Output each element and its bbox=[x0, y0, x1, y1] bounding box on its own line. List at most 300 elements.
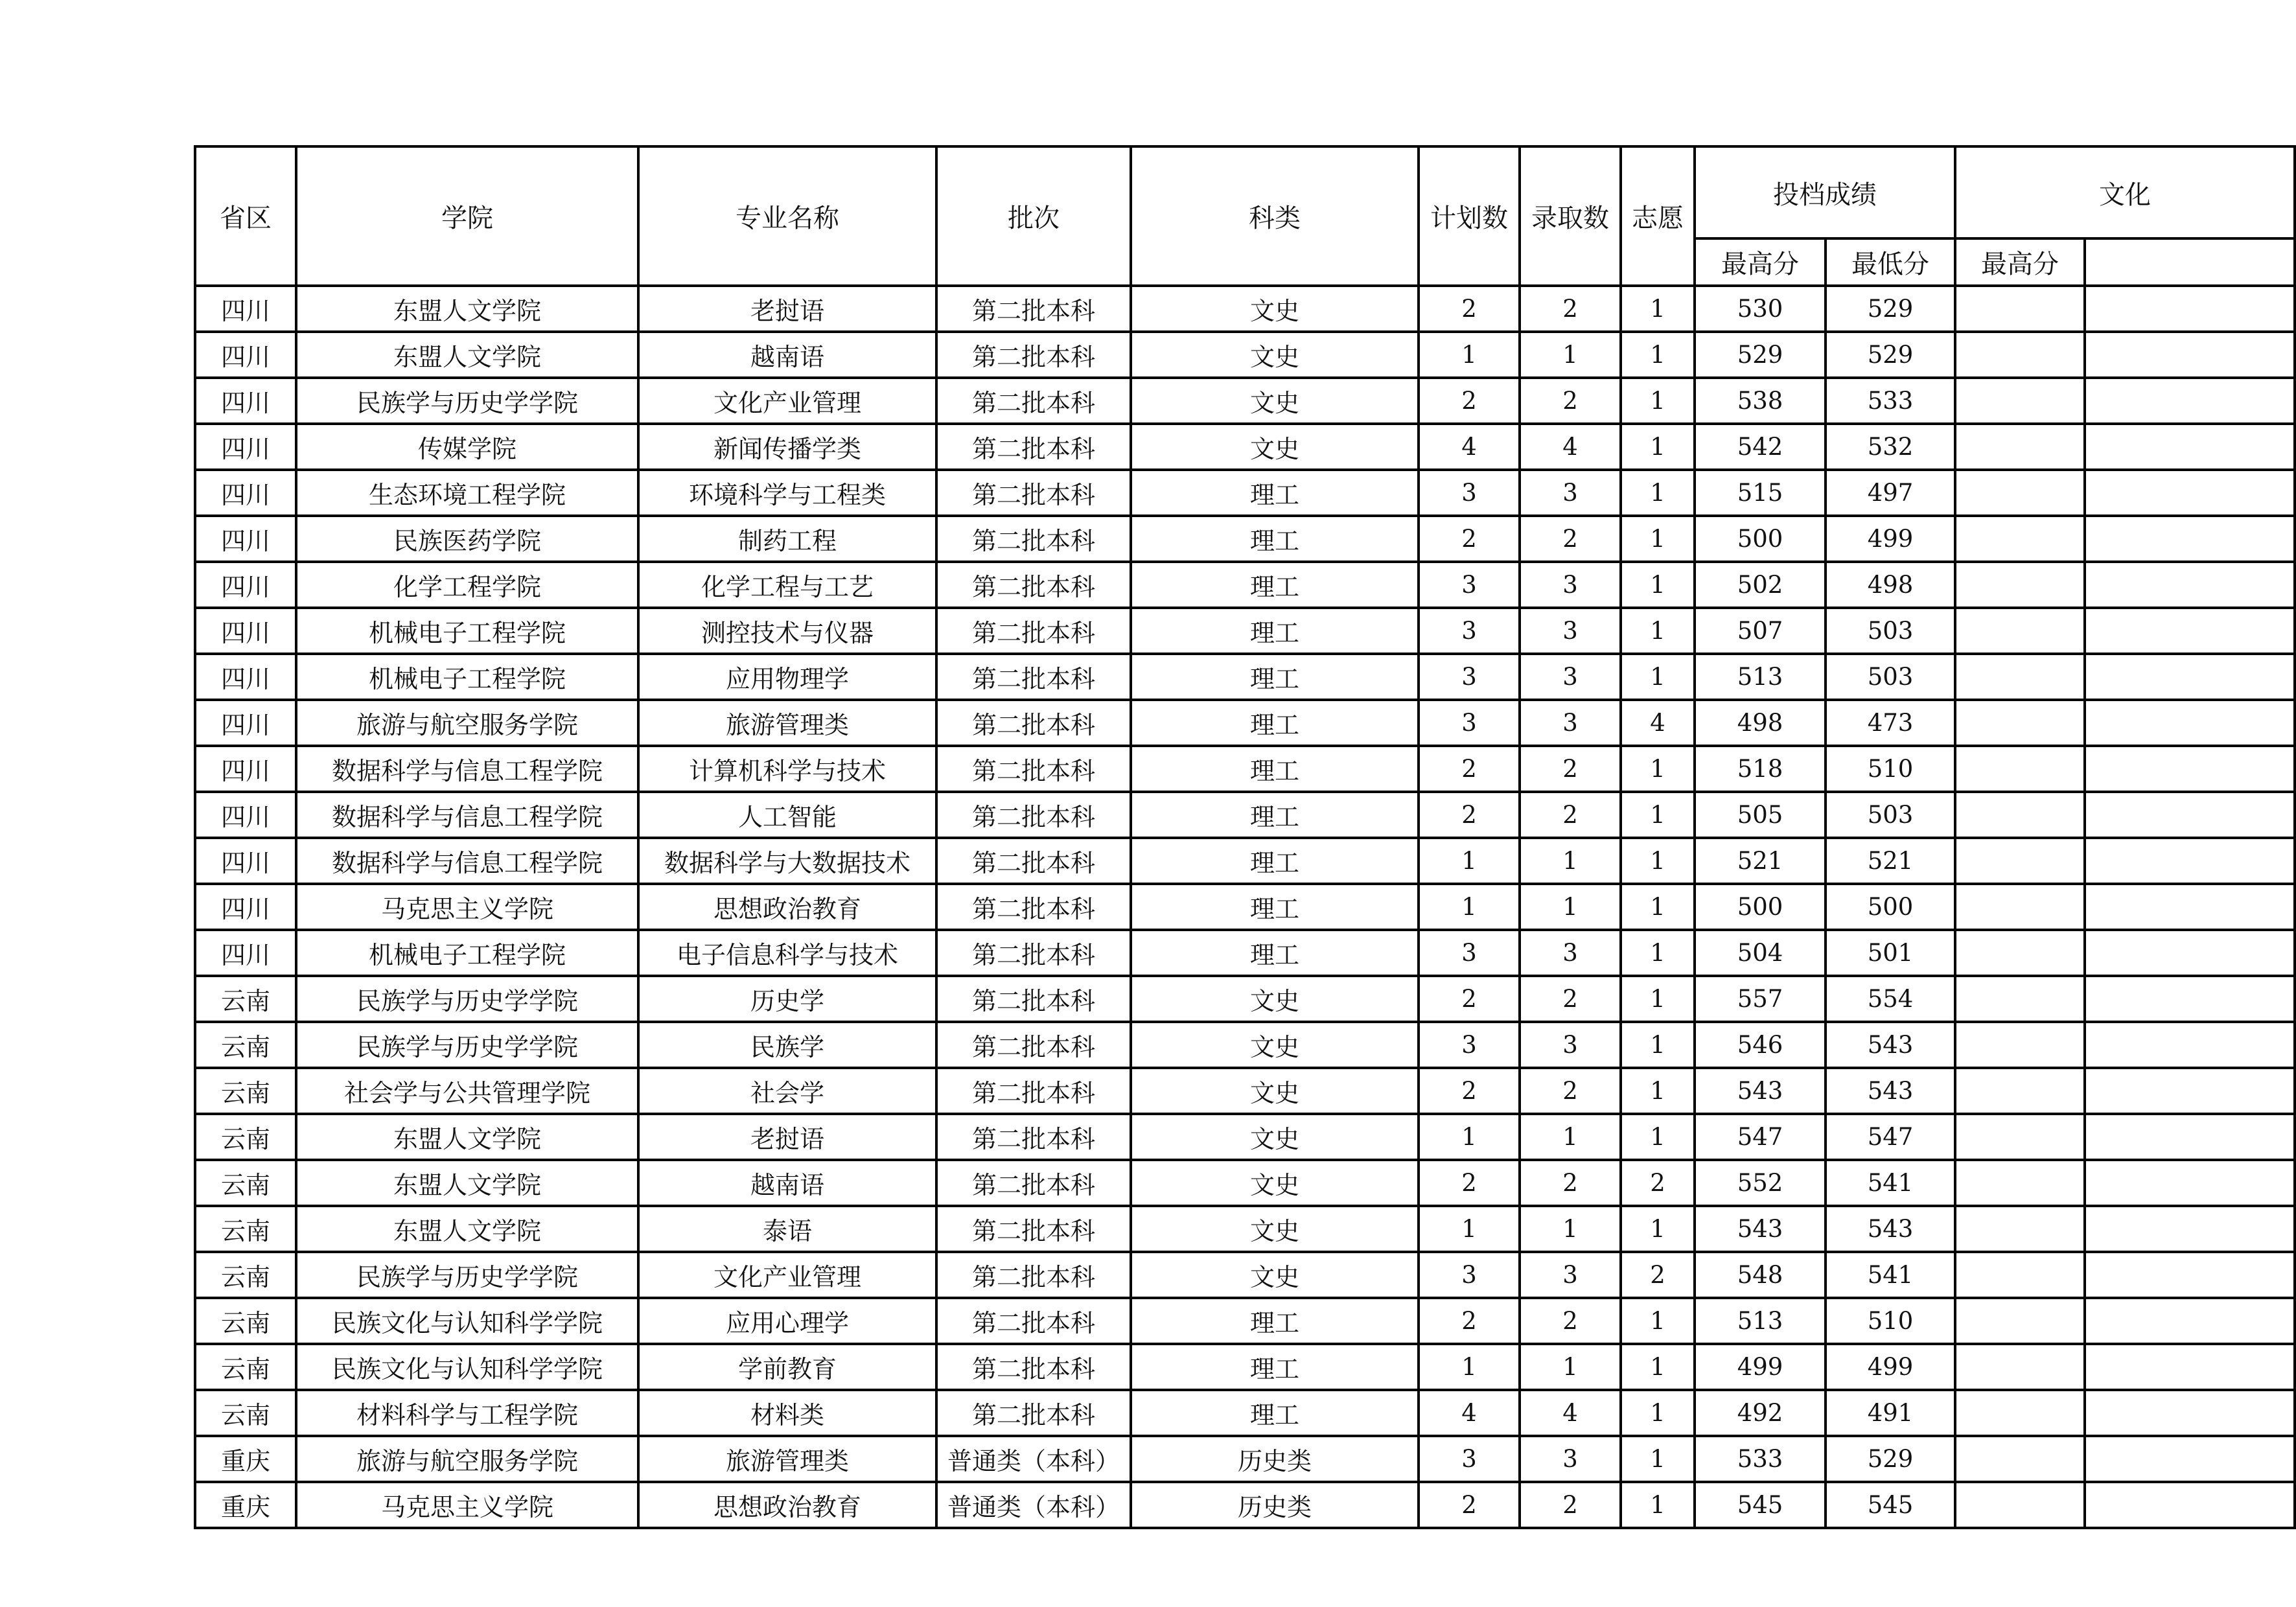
cell-filing-min: 529 bbox=[1826, 332, 1955, 378]
cell-plan: 1 bbox=[1419, 332, 1520, 378]
cell-major: 历史学 bbox=[638, 976, 936, 1022]
cell-batch: 第二批本科 bbox=[936, 1206, 1131, 1252]
cell-category: 理工 bbox=[1131, 792, 1419, 838]
cell-batch: 第二批本科 bbox=[936, 516, 1131, 562]
cell-filing-max: 538 bbox=[1695, 378, 1826, 424]
cell-filing-min: 529 bbox=[1826, 1436, 1955, 1482]
cell-choice: 1 bbox=[1621, 1022, 1695, 1068]
cell-filing-max: 557 bbox=[1695, 976, 1826, 1022]
cell-filing-max: 543 bbox=[1695, 1068, 1826, 1114]
cell-filing-min: 521 bbox=[1826, 838, 1955, 884]
cell-batch: 第二批本科 bbox=[936, 1022, 1131, 1068]
table-row bbox=[195, 1160, 2295, 1206]
cell-culture-max bbox=[1955, 1252, 2085, 1298]
cell-culture-min bbox=[2085, 1390, 2295, 1436]
cell-plan: 1 bbox=[1419, 1344, 1520, 1390]
cell-choice: 1 bbox=[1621, 976, 1695, 1022]
cell-choice: 1 bbox=[1621, 562, 1695, 608]
cell-choice: 1 bbox=[1621, 1114, 1695, 1160]
table-viewport bbox=[194, 145, 2151, 1525]
cell-batch: 第二批本科 bbox=[936, 1114, 1131, 1160]
cell-province: 四川 bbox=[195, 608, 296, 654]
cell-major: 学前教育 bbox=[638, 1344, 936, 1390]
cell-filing-max: 502 bbox=[1695, 562, 1826, 608]
table-row bbox=[195, 562, 2295, 608]
cell-major: 旅游管理类 bbox=[638, 700, 936, 746]
cell-admitted: 3 bbox=[1520, 1252, 1621, 1298]
cell-plan: 3 bbox=[1419, 1436, 1520, 1482]
cell-filing-max: 547 bbox=[1695, 1114, 1826, 1160]
cell-choice: 1 bbox=[1621, 1482, 1695, 1528]
cell-filing-min: 554 bbox=[1826, 976, 1955, 1022]
cell-major: 越南语 bbox=[638, 1160, 936, 1206]
cell-admitted: 3 bbox=[1520, 1022, 1621, 1068]
cell-choice: 1 bbox=[1621, 792, 1695, 838]
cell-batch: 第二批本科 bbox=[936, 700, 1131, 746]
cell-culture-min bbox=[2085, 746, 2295, 792]
cell-filing-min: 491 bbox=[1826, 1390, 1955, 1436]
cell-filing-max: 518 bbox=[1695, 746, 1826, 792]
cell-choice: 1 bbox=[1621, 884, 1695, 930]
table-row bbox=[195, 930, 2295, 976]
cell-culture-max bbox=[1955, 1160, 2085, 1206]
table-row bbox=[195, 792, 2295, 838]
cell-filing-max: 515 bbox=[1695, 470, 1826, 516]
header-culture-score: 文化 bbox=[1955, 146, 2295, 238]
cell-filing-min: 500 bbox=[1826, 884, 1955, 930]
cell-batch: 第二批本科 bbox=[936, 976, 1131, 1022]
cell-major: 民族学 bbox=[638, 1022, 936, 1068]
cell-province: 四川 bbox=[195, 332, 296, 378]
cell-batch: 第二批本科 bbox=[936, 838, 1131, 884]
table-row bbox=[195, 1252, 2295, 1298]
cell-college: 马克思主义学院 bbox=[296, 1482, 638, 1528]
table-body bbox=[195, 286, 2295, 1528]
header-admitted: 录取数 bbox=[1520, 146, 1621, 286]
cell-batch: 第二批本科 bbox=[936, 378, 1131, 424]
cell-culture-max bbox=[1955, 1482, 2085, 1528]
header-filing-min: 最低分 bbox=[1826, 238, 1955, 286]
cell-admitted: 3 bbox=[1520, 930, 1621, 976]
cell-major: 思想政治教育 bbox=[638, 884, 936, 930]
cell-choice: 1 bbox=[1621, 1344, 1695, 1390]
cell-province: 重庆 bbox=[195, 1482, 296, 1528]
cell-major: 应用心理学 bbox=[638, 1298, 936, 1344]
cell-choice: 1 bbox=[1621, 286, 1695, 332]
cell-culture-min bbox=[2085, 884, 2295, 930]
cell-category: 文史 bbox=[1131, 424, 1419, 470]
cell-plan: 3 bbox=[1419, 1022, 1520, 1068]
cell-batch: 第二批本科 bbox=[936, 332, 1131, 378]
table-row bbox=[195, 286, 2295, 332]
cell-province: 四川 bbox=[195, 424, 296, 470]
cell-category: 理工 bbox=[1131, 1298, 1419, 1344]
cell-plan: 2 bbox=[1419, 1298, 1520, 1344]
cell-college: 传媒学院 bbox=[296, 424, 638, 470]
cell-culture-min bbox=[2085, 1160, 2295, 1206]
cell-province: 重庆 bbox=[195, 1436, 296, 1482]
cell-choice: 1 bbox=[1621, 654, 1695, 700]
cell-college: 旅游与航空服务学院 bbox=[296, 1436, 638, 1482]
cell-college: 生态环境工程学院 bbox=[296, 470, 638, 516]
cell-admitted: 2 bbox=[1520, 746, 1621, 792]
header-province: 省区 bbox=[195, 146, 296, 286]
cell-filing-max: 530 bbox=[1695, 286, 1826, 332]
cell-batch: 第二批本科 bbox=[936, 424, 1131, 470]
cell-culture-max bbox=[1955, 286, 2085, 332]
cell-province: 四川 bbox=[195, 700, 296, 746]
table-row bbox=[195, 1298, 2295, 1344]
header-culture-min bbox=[2085, 238, 2295, 286]
cell-college: 东盟人文学院 bbox=[296, 332, 638, 378]
cell-filing-min: 503 bbox=[1826, 792, 1955, 838]
cell-plan: 2 bbox=[1419, 1482, 1520, 1528]
cell-choice: 1 bbox=[1621, 424, 1695, 470]
cell-admitted: 2 bbox=[1520, 1068, 1621, 1114]
cell-college: 数据科学与信息工程学院 bbox=[296, 838, 638, 884]
cell-admitted: 2 bbox=[1520, 516, 1621, 562]
cell-college: 民族学与历史学学院 bbox=[296, 976, 638, 1022]
table-row bbox=[195, 746, 2295, 792]
cell-filing-min: 501 bbox=[1826, 930, 1955, 976]
cell-province: 四川 bbox=[195, 562, 296, 608]
cell-college: 马克思主义学院 bbox=[296, 884, 638, 930]
cell-category: 理工 bbox=[1131, 930, 1419, 976]
admission-table bbox=[194, 145, 2296, 1529]
cell-batch: 第二批本科 bbox=[936, 1390, 1131, 1436]
cell-choice: 1 bbox=[1621, 838, 1695, 884]
cell-choice: 2 bbox=[1621, 1252, 1695, 1298]
cell-filing-max: 552 bbox=[1695, 1160, 1826, 1206]
header-culture-max: 最高分 bbox=[1955, 238, 2085, 286]
cell-province: 四川 bbox=[195, 884, 296, 930]
cell-admitted: 1 bbox=[1520, 1344, 1621, 1390]
cell-filing-max: 505 bbox=[1695, 792, 1826, 838]
cell-category: 文史 bbox=[1131, 1206, 1419, 1252]
cell-batch: 第二批本科 bbox=[936, 1298, 1131, 1344]
cell-college: 民族文化与认知科学学院 bbox=[296, 1298, 638, 1344]
cell-filing-min: 499 bbox=[1826, 516, 1955, 562]
cell-major: 泰语 bbox=[638, 1206, 936, 1252]
cell-major: 数据科学与大数据技术 bbox=[638, 838, 936, 884]
cell-choice: 2 bbox=[1621, 1160, 1695, 1206]
cell-culture-min bbox=[2085, 608, 2295, 654]
cell-culture-max bbox=[1955, 516, 2085, 562]
cell-filing-min: 510 bbox=[1826, 746, 1955, 792]
cell-choice: 1 bbox=[1621, 930, 1695, 976]
cell-batch: 第二批本科 bbox=[936, 884, 1131, 930]
cell-college: 机械电子工程学院 bbox=[296, 608, 638, 654]
cell-choice: 1 bbox=[1621, 1436, 1695, 1482]
cell-culture-min bbox=[2085, 1114, 2295, 1160]
cell-province: 云南 bbox=[195, 1022, 296, 1068]
cell-culture-max bbox=[1955, 700, 2085, 746]
cell-college: 机械电子工程学院 bbox=[296, 930, 638, 976]
cell-culture-max bbox=[1955, 654, 2085, 700]
cell-college: 民族学与历史学学院 bbox=[296, 1252, 638, 1298]
cell-culture-min bbox=[2085, 930, 2295, 976]
cell-batch: 第二批本科 bbox=[936, 746, 1131, 792]
cell-admitted: 1 bbox=[1520, 1206, 1621, 1252]
cell-major: 旅游管理类 bbox=[638, 1436, 936, 1482]
cell-major: 材料类 bbox=[638, 1390, 936, 1436]
cell-culture-min bbox=[2085, 424, 2295, 470]
cell-filing-max: 546 bbox=[1695, 1022, 1826, 1068]
cell-plan: 2 bbox=[1419, 1160, 1520, 1206]
cell-batch: 普通类（本科） bbox=[936, 1436, 1131, 1482]
cell-filing-max: 529 bbox=[1695, 332, 1826, 378]
cell-culture-max bbox=[1955, 1344, 2085, 1390]
cell-major: 电子信息科学与技术 bbox=[638, 930, 936, 976]
cell-province: 四川 bbox=[195, 470, 296, 516]
header-filing-max: 最高分 bbox=[1695, 238, 1826, 286]
cell-batch: 第二批本科 bbox=[936, 562, 1131, 608]
cell-filing-min: 498 bbox=[1826, 562, 1955, 608]
cell-culture-max bbox=[1955, 1206, 2085, 1252]
cell-admitted: 2 bbox=[1520, 792, 1621, 838]
cell-plan: 2 bbox=[1419, 1068, 1520, 1114]
cell-batch: 第二批本科 bbox=[936, 654, 1131, 700]
table-row bbox=[195, 1068, 2295, 1114]
cell-filing-min: 543 bbox=[1826, 1206, 1955, 1252]
cell-province: 云南 bbox=[195, 976, 296, 1022]
cell-filing-max: 533 bbox=[1695, 1436, 1826, 1482]
cell-culture-max bbox=[1955, 1068, 2085, 1114]
cell-filing-max: 498 bbox=[1695, 700, 1826, 746]
cell-plan: 4 bbox=[1419, 1390, 1520, 1436]
cell-culture-min bbox=[2085, 516, 2295, 562]
cell-category: 理工 bbox=[1131, 1344, 1419, 1390]
cell-major: 老挝语 bbox=[638, 1114, 936, 1160]
cell-culture-min bbox=[2085, 1068, 2295, 1114]
cell-province: 云南 bbox=[195, 1206, 296, 1252]
cell-plan: 3 bbox=[1419, 1252, 1520, 1298]
cell-culture-max bbox=[1955, 746, 2085, 792]
cell-choice: 1 bbox=[1621, 1068, 1695, 1114]
cell-batch: 第二批本科 bbox=[936, 1160, 1131, 1206]
table-row bbox=[195, 838, 2295, 884]
cell-culture-min bbox=[2085, 838, 2295, 884]
cell-culture-max bbox=[1955, 1114, 2085, 1160]
cell-admitted: 3 bbox=[1520, 654, 1621, 700]
cell-culture-min bbox=[2085, 470, 2295, 516]
cell-filing-max: 499 bbox=[1695, 1344, 1826, 1390]
table-row bbox=[195, 654, 2295, 700]
cell-culture-min bbox=[2085, 792, 2295, 838]
cell-culture-min bbox=[2085, 976, 2295, 1022]
cell-admitted: 1 bbox=[1520, 838, 1621, 884]
cell-filing-max: 500 bbox=[1695, 516, 1826, 562]
table-row bbox=[195, 1206, 2295, 1252]
cell-plan: 1 bbox=[1419, 1114, 1520, 1160]
cell-choice: 4 bbox=[1621, 700, 1695, 746]
header-plan: 计划数 bbox=[1419, 146, 1520, 286]
cell-province: 云南 bbox=[195, 1114, 296, 1160]
cell-batch: 第二批本科 bbox=[936, 1252, 1131, 1298]
cell-filing-min: 473 bbox=[1826, 700, 1955, 746]
cell-choice: 1 bbox=[1621, 378, 1695, 424]
table-row bbox=[195, 332, 2295, 378]
cell-college: 东盟人文学院 bbox=[296, 1114, 638, 1160]
header-filing-score: 投档成绩 bbox=[1695, 146, 1955, 238]
cell-province: 云南 bbox=[195, 1160, 296, 1206]
cell-province: 云南 bbox=[195, 1390, 296, 1436]
cell-plan: 2 bbox=[1419, 516, 1520, 562]
cell-major: 思想政治教育 bbox=[638, 1482, 936, 1528]
cell-admitted: 2 bbox=[1520, 976, 1621, 1022]
cell-culture-max bbox=[1955, 930, 2085, 976]
cell-college: 机械电子工程学院 bbox=[296, 654, 638, 700]
table-row bbox=[195, 1482, 2295, 1528]
cell-major: 测控技术与仪器 bbox=[638, 608, 936, 654]
cell-category: 文史 bbox=[1131, 1160, 1419, 1206]
cell-province: 四川 bbox=[195, 746, 296, 792]
cell-category: 理工 bbox=[1131, 746, 1419, 792]
table-row bbox=[195, 976, 2295, 1022]
cell-culture-max bbox=[1955, 1390, 2085, 1436]
cell-choice: 1 bbox=[1621, 1390, 1695, 1436]
cell-plan: 3 bbox=[1419, 654, 1520, 700]
cell-admitted: 4 bbox=[1520, 424, 1621, 470]
cell-category: 理工 bbox=[1131, 654, 1419, 700]
cell-culture-max bbox=[1955, 424, 2085, 470]
cell-major: 社会学 bbox=[638, 1068, 936, 1114]
cell-culture-min bbox=[2085, 378, 2295, 424]
cell-culture-min bbox=[2085, 1206, 2295, 1252]
cell-culture-min bbox=[2085, 700, 2295, 746]
header-category: 科类 bbox=[1131, 146, 1419, 286]
cell-category: 理工 bbox=[1131, 838, 1419, 884]
cell-filing-max: 507 bbox=[1695, 608, 1826, 654]
table-row bbox=[195, 1344, 2295, 1390]
cell-college: 社会学与公共管理学院 bbox=[296, 1068, 638, 1114]
cell-filing-max: 543 bbox=[1695, 1206, 1826, 1252]
cell-plan: 3 bbox=[1419, 930, 1520, 976]
header-choice: 志愿 bbox=[1621, 146, 1695, 286]
header-major: 专业名称 bbox=[638, 146, 936, 286]
cell-batch: 第二批本科 bbox=[936, 286, 1131, 332]
cell-category: 理工 bbox=[1131, 516, 1419, 562]
cell-admitted: 3 bbox=[1520, 562, 1621, 608]
cell-culture-max bbox=[1955, 608, 2085, 654]
cell-admitted: 3 bbox=[1520, 1436, 1621, 1482]
cell-culture-min bbox=[2085, 332, 2295, 378]
table-row bbox=[195, 1022, 2295, 1068]
cell-plan: 1 bbox=[1419, 1206, 1520, 1252]
cell-plan: 3 bbox=[1419, 562, 1520, 608]
cell-plan: 2 bbox=[1419, 378, 1520, 424]
table-row bbox=[195, 608, 2295, 654]
cell-province: 云南 bbox=[195, 1344, 296, 1390]
cell-batch: 第二批本科 bbox=[936, 930, 1131, 976]
table-row bbox=[195, 516, 2295, 562]
cell-culture-max bbox=[1955, 1436, 2085, 1482]
cell-culture-max bbox=[1955, 1022, 2085, 1068]
cell-college: 旅游与航空服务学院 bbox=[296, 700, 638, 746]
cell-category: 理工 bbox=[1131, 1390, 1419, 1436]
cell-major: 老挝语 bbox=[638, 286, 936, 332]
cell-filing-min: 543 bbox=[1826, 1068, 1955, 1114]
cell-filing-min: 543 bbox=[1826, 1022, 1955, 1068]
cell-college: 东盟人文学院 bbox=[296, 1160, 638, 1206]
cell-batch: 第二批本科 bbox=[936, 792, 1131, 838]
cell-filing-min: 499 bbox=[1826, 1344, 1955, 1390]
cell-batch: 第二批本科 bbox=[936, 608, 1131, 654]
cell-culture-min bbox=[2085, 562, 2295, 608]
cell-culture-min bbox=[2085, 1252, 2295, 1298]
table-row bbox=[195, 470, 2295, 516]
cell-major: 化学工程与工艺 bbox=[638, 562, 936, 608]
cell-province: 四川 bbox=[195, 286, 296, 332]
cell-province: 云南 bbox=[195, 1068, 296, 1114]
cell-batch: 第二批本科 bbox=[936, 470, 1131, 516]
cell-major: 应用物理学 bbox=[638, 654, 936, 700]
table-row bbox=[195, 1114, 2295, 1160]
cell-category: 文史 bbox=[1131, 332, 1419, 378]
cell-college: 材料科学与工程学院 bbox=[296, 1390, 638, 1436]
cell-choice: 1 bbox=[1621, 516, 1695, 562]
cell-filing-min: 533 bbox=[1826, 378, 1955, 424]
cell-plan: 3 bbox=[1419, 608, 1520, 654]
cell-choice: 1 bbox=[1621, 332, 1695, 378]
cell-admitted: 1 bbox=[1520, 884, 1621, 930]
cell-admitted: 2 bbox=[1520, 1298, 1621, 1344]
cell-culture-max bbox=[1955, 792, 2085, 838]
cell-culture-min bbox=[2085, 1344, 2295, 1390]
cell-choice: 1 bbox=[1621, 1298, 1695, 1344]
header-batch: 批次 bbox=[936, 146, 1131, 286]
cell-plan: 2 bbox=[1419, 976, 1520, 1022]
cell-culture-max bbox=[1955, 332, 2085, 378]
cell-filing-min: 503 bbox=[1826, 608, 1955, 654]
cell-major: 文化产业管理 bbox=[638, 1252, 936, 1298]
cell-major: 人工智能 bbox=[638, 792, 936, 838]
cell-batch: 普通类（本科） bbox=[936, 1482, 1131, 1528]
cell-culture-min bbox=[2085, 1436, 2295, 1482]
cell-culture-max bbox=[1955, 470, 2085, 516]
cell-admitted: 1 bbox=[1520, 1114, 1621, 1160]
cell-category: 历史类 bbox=[1131, 1436, 1419, 1482]
cell-choice: 1 bbox=[1621, 608, 1695, 654]
cell-filing-max: 545 bbox=[1695, 1482, 1826, 1528]
cell-major: 计算机科学与技术 bbox=[638, 746, 936, 792]
cell-admitted: 2 bbox=[1520, 1160, 1621, 1206]
cell-plan: 4 bbox=[1419, 424, 1520, 470]
cell-province: 四川 bbox=[195, 378, 296, 424]
cell-college: 民族医药学院 bbox=[296, 516, 638, 562]
cell-filing-min: 547 bbox=[1826, 1114, 1955, 1160]
cell-plan: 1 bbox=[1419, 838, 1520, 884]
cell-filing-max: 521 bbox=[1695, 838, 1826, 884]
cell-category: 理工 bbox=[1131, 470, 1419, 516]
cell-culture-min bbox=[2085, 654, 2295, 700]
cell-culture-min bbox=[2085, 1298, 2295, 1344]
cell-province: 四川 bbox=[195, 516, 296, 562]
cell-category: 理工 bbox=[1131, 884, 1419, 930]
cell-category: 文史 bbox=[1131, 378, 1419, 424]
cell-filing-min: 545 bbox=[1826, 1482, 1955, 1528]
cell-category: 文史 bbox=[1131, 1252, 1419, 1298]
cell-admitted: 2 bbox=[1520, 378, 1621, 424]
cell-province: 四川 bbox=[195, 654, 296, 700]
cell-filing-max: 513 bbox=[1695, 654, 1826, 700]
cell-filing-max: 513 bbox=[1695, 1298, 1826, 1344]
cell-filing-max: 500 bbox=[1695, 884, 1826, 930]
cell-culture-min bbox=[2085, 1022, 2295, 1068]
table-row bbox=[195, 1436, 2295, 1482]
table-row bbox=[195, 700, 2295, 746]
table-row bbox=[195, 1390, 2295, 1436]
